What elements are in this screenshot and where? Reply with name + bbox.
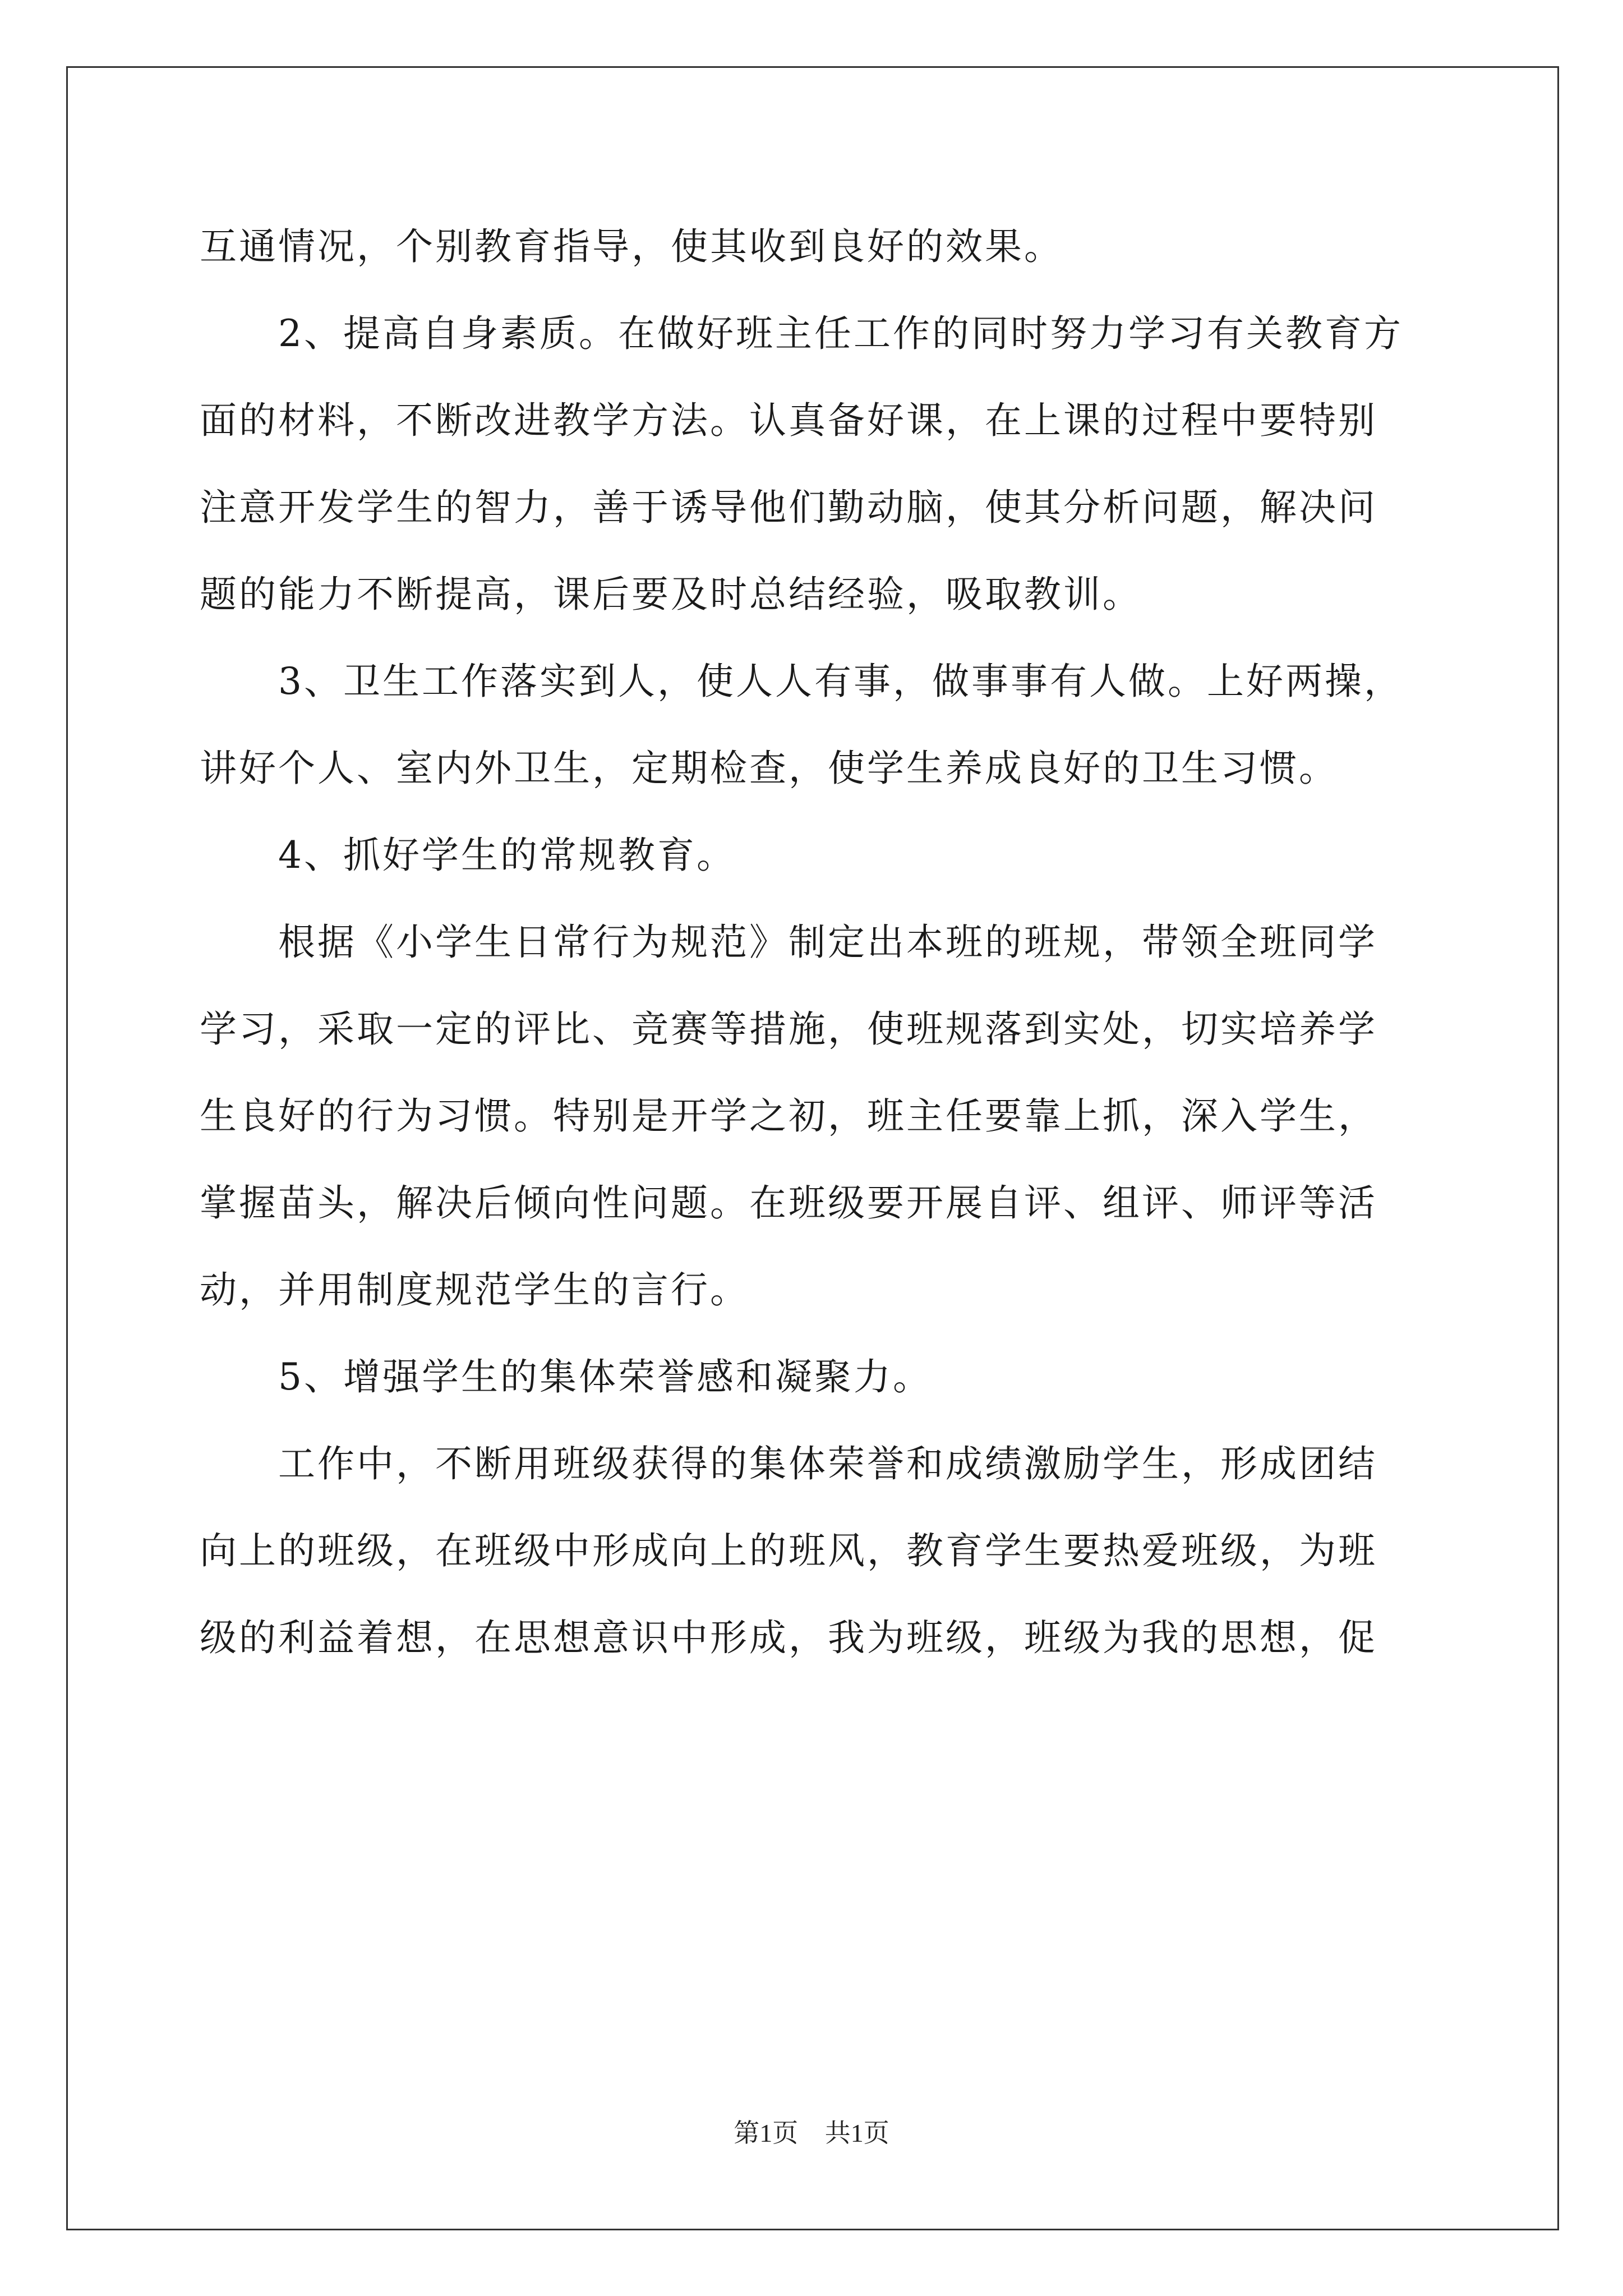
paragraph-line: 工作中，不断用班级获得的集体荣誉和成绩激励学生，形成团结 <box>278 1442 1377 1485</box>
paragraph-line: 级的利益着想，在思想意识中形成，我为班级，班级为我的思想，促 <box>200 1616 1377 1659</box>
paragraph-line: 生良好的行为习惯。特别是开学之初，班主任要靠上抓，深入学生， <box>200 1094 1377 1138</box>
paragraph-line: 根据《小学生日常行为规范》制定出本班的班规，带领全班同学 <box>278 921 1377 964</box>
page-border <box>66 66 1559 2230</box>
paragraph-line: 注意开发学生的智力，善于诱导他们勤动脑，使其分析问题，解决问 <box>200 486 1377 529</box>
paragraph-line: 3、卫生工作落实到人，使人人有事，做事事有人做。上好两操， <box>278 660 1403 703</box>
paragraph-line: 4、抓好学生的常规教育。 <box>278 834 736 877</box>
paragraph-line: 2、提高自身素质。在做好班主任工作的同时努力学习有关教育方 <box>278 312 1403 355</box>
page-number: 第1页 <box>734 2119 799 2147</box>
paragraph-line: 动，并用制度规范学生的言行。 <box>200 1268 749 1312</box>
paragraph-line: 学习，采取一定的评比、竞赛等措施，使班规落到实处，切实培养学 <box>200 1007 1377 1051</box>
paragraph-line: 面的材料，不断改进教学方法。认真备好课，在上课的过程中要特别 <box>200 399 1377 442</box>
paragraph-line: 5、增强学生的集体荣誉感和凝聚力。 <box>278 1355 932 1398</box>
page-total: 共1页 <box>824 2119 889 2147</box>
paragraph-line: 题的能力不断提高，课后要及时总结经验，吸取教训。 <box>200 573 1142 616</box>
paragraph-line: 互通情况，个别教育指导，使其收到良好的效果。 <box>200 225 1063 268</box>
page-footer <box>0 2114 1623 2153</box>
paragraph-line: 讲好个人、室内外卫生，定期检查，使学生养成良好的卫生习惯。 <box>200 747 1338 790</box>
paragraph-line: 掌握苗头，解决后倾向性问题。在班级要开展自评、组评、师评等活 <box>200 1181 1377 1225</box>
paragraph-line: 向上的班级，在班级中形成向上的班风，教育学生要热爱班级，为班 <box>200 1529 1377 1572</box>
